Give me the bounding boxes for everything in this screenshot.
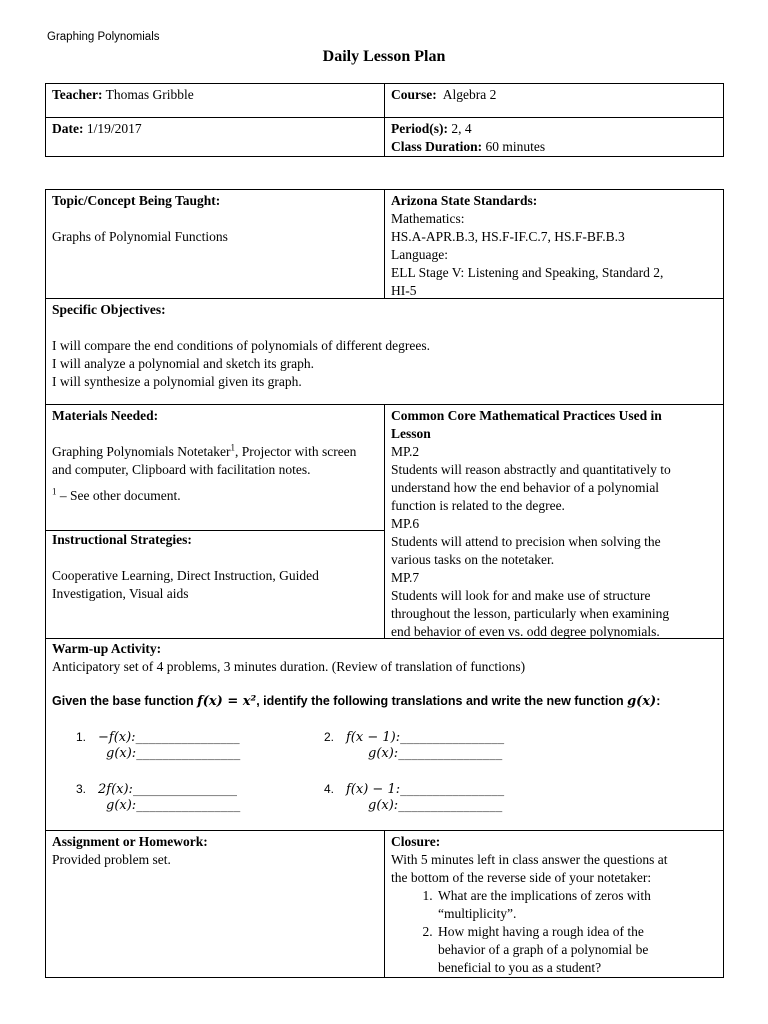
standards-label: Arizona State Standards:	[391, 193, 538, 208]
footnote-mark: 1	[230, 442, 235, 453]
strategies-line: Investigation, Visual aids	[52, 586, 189, 601]
base-function: f(x) = x²	[197, 694, 257, 709]
problem-number: 3.	[76, 782, 87, 796]
date-label: Date:	[52, 121, 84, 136]
answer-blank[interactable]: ________________	[400, 730, 505, 745]
homework-label: Assignment or Homework:	[52, 834, 208, 849]
closure-question: 1. What are the implications of zeros with “multiplicity”.	[436, 887, 688, 923]
teacher-label: Teacher:	[52, 87, 103, 102]
document-header-label: Graphing Polynomials	[47, 31, 160, 43]
answer-blank[interactable]: ________________	[136, 798, 241, 813]
date-cell	[45, 117, 385, 157]
page-title: Daily Lesson Plan	[322, 48, 446, 65]
periods-label: Period(s):	[391, 121, 448, 136]
date-value: 1/19/2017	[86, 121, 142, 136]
objective-item: I will analyze a polynomial and sketch its graph.	[52, 356, 315, 371]
practice-line: throughout the lesson, particularly when examining	[391, 606, 670, 621]
period-cell	[384, 117, 724, 157]
duration-label: Class Duration:	[391, 139, 483, 154]
problem-expression: 2f(x):	[98, 782, 133, 797]
practice-line: Students will reason abstractly and quantitatively to	[391, 462, 671, 477]
prompt-text: Given the base function	[52, 694, 198, 708]
practice-line: Students will look for and make use of structure	[391, 588, 651, 603]
prompt-text-cont: , identify the following translations and write the new function	[256, 694, 628, 708]
practice-line: various tasks on the notetaker.	[391, 552, 555, 567]
problem-expression: f(x) − 1:	[346, 782, 401, 797]
answer-blank[interactable]: ________________	[400, 782, 505, 797]
practices-cell	[384, 404, 724, 639]
problem-number: 1.	[76, 730, 87, 744]
objectives-cell	[45, 298, 724, 405]
problem-3-g	[106, 797, 240, 815]
closure-questions	[391, 887, 717, 977]
answer-blank[interactable]: ________________	[136, 746, 241, 761]
closure-question: 2. How might having a rough idea of the behavior of a graph of a polynomial be beneficial to you as a student?	[436, 923, 688, 977]
closure-line: the bottom of the reverse side of your notetaker:	[391, 870, 652, 885]
problem-number: 4.	[324, 782, 335, 796]
practice-line: end behavior of even vs. odd degree polynomials.	[391, 624, 660, 639]
strategies-cell	[45, 530, 385, 639]
strategies-label: Instructional Strategies:	[52, 532, 192, 547]
materials-cell	[45, 404, 385, 531]
topic-value: Graphs of Polynomial Functions	[52, 229, 228, 244]
standards-cell	[384, 189, 724, 299]
closure-cell	[384, 830, 724, 978]
practices-label-cont: Lesson	[391, 426, 431, 441]
problem-number: 2.	[324, 730, 335, 744]
prompt-colon: :	[656, 694, 661, 708]
practice-line: MP.2	[391, 444, 420, 459]
closure-label: Closure:	[391, 834, 441, 849]
standards-line: ELL Stage V: Listening and Speaking, Standard 2,	[391, 265, 664, 280]
new-function-symbol: g(x)	[627, 694, 657, 709]
materials-text-cont: , Projector with screen and computer, Clipboard with facilitation notes.	[52, 444, 357, 477]
warmup-description: Anticipatory set of 4 problems, 3 minutes duration. (Review of translation of functions)	[52, 659, 526, 674]
g-label: g(x):	[368, 798, 399, 813]
teacher-name: Thomas Gribble	[105, 87, 194, 102]
materials-label: Materials Needed:	[52, 408, 159, 423]
answer-blank[interactable]: ________________	[398, 798, 503, 813]
problem-expression: f(x − 1):	[346, 730, 401, 745]
course-label: Course:	[391, 87, 437, 102]
g-label: g(x):	[368, 746, 399, 761]
answer-blank[interactable]: ________________	[132, 782, 237, 797]
practice-line: Students will attend to precision when solving the	[391, 534, 661, 549]
footnote-mark: 1	[52, 486, 57, 497]
homework-value: Provided problem set.	[52, 852, 171, 867]
standards-line: Language:	[391, 247, 448, 262]
standards-line: HS.A-APR.B.3, HS.F-IF.C.7, HS.F-BF.B.3	[391, 229, 625, 244]
standards-line: Mathematics:	[391, 211, 465, 226]
g-label: g(x):	[106, 798, 137, 813]
answer-blank[interactable]: ________________	[398, 746, 503, 761]
materials-text: Graphing Polynomials Notetaker	[52, 444, 231, 459]
topic-cell	[45, 189, 385, 299]
strategies-line: Cooperative Learning, Direct Instruction, Guided	[52, 568, 319, 583]
problem-2-g	[368, 745, 502, 763]
practice-line: function is related to the degree.	[391, 498, 565, 513]
objective-item: I will compare the end conditions of polynomials of different degrees.	[52, 338, 431, 353]
homework-cell	[45, 830, 385, 978]
topic-label: Topic/Concept Being Taught:	[52, 193, 221, 208]
closure-line: With 5 minutes left in class answer the questions at	[391, 852, 668, 867]
practices-label: Common Core Mathematical Practices Used in	[391, 408, 662, 423]
objective-item: I will synthesize a polynomial given its graph.	[52, 374, 302, 389]
answer-blank[interactable]: ________________	[135, 730, 240, 745]
practice-line: MP.6	[391, 516, 420, 531]
problem-1-g	[106, 745, 240, 763]
warmup-prompt	[52, 692, 660, 711]
teacher-cell	[45, 83, 385, 118]
practice-line: understand how the end behavior of a polynomial	[391, 480, 660, 495]
g-label: g(x):	[106, 746, 137, 761]
problem-expression: −f(x):	[98, 730, 136, 745]
duration-value: 60 minutes	[485, 139, 546, 154]
periods-value: 2, 4	[451, 121, 472, 136]
problem-4-g	[368, 797, 502, 815]
standards-line: HI-5	[391, 283, 417, 298]
course-cell	[384, 83, 724, 118]
warmup-label: Warm-up Activity:	[52, 641, 162, 656]
course-name: Algebra 2	[442, 87, 497, 102]
footnote-text: – See other document.	[56, 488, 181, 503]
objectives-label: Specific Objectives:	[52, 302, 166, 317]
practice-line: MP.7	[391, 570, 420, 585]
